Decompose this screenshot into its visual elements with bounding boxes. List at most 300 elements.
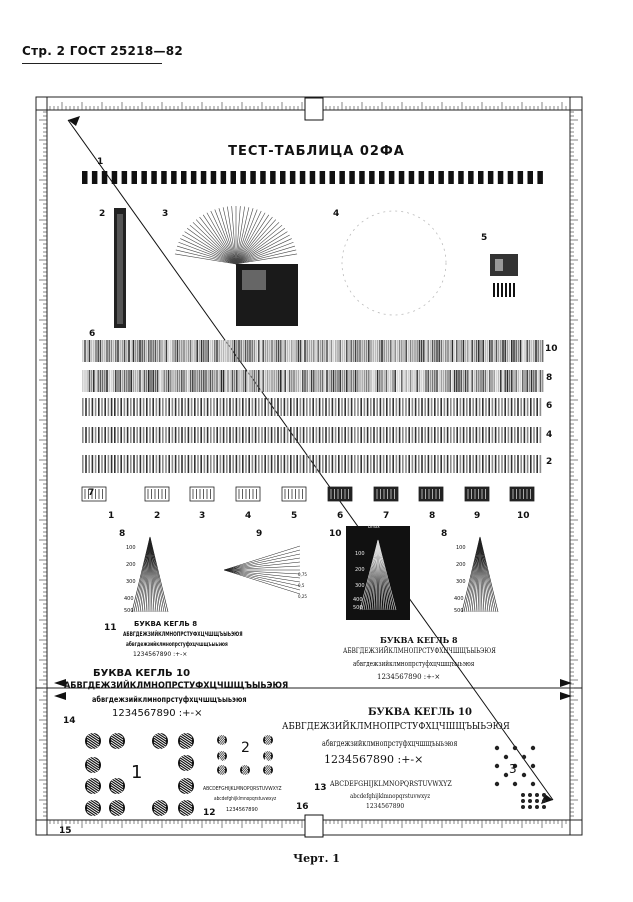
stripe-line bbox=[117, 427, 119, 443]
stripe-line bbox=[229, 370, 231, 392]
stripe-line bbox=[383, 398, 385, 416]
stripe-line bbox=[518, 370, 520, 392]
stripe-line bbox=[175, 427, 177, 443]
bar-pattern-block bbox=[339, 171, 345, 184]
stripe-line bbox=[430, 340, 432, 362]
stripe-line bbox=[495, 398, 497, 416]
bar-pattern-block bbox=[132, 171, 138, 184]
stripe-line bbox=[130, 455, 132, 473]
stripe-line bbox=[339, 370, 341, 392]
stripe-line bbox=[502, 340, 504, 362]
stripe-line bbox=[472, 455, 474, 473]
stripe-line bbox=[440, 455, 442, 473]
stripe-line bbox=[220, 427, 222, 443]
fan-line bbox=[224, 570, 300, 578]
stripe-line bbox=[126, 370, 128, 392]
stripe-line bbox=[472, 398, 474, 416]
stripe-line bbox=[425, 370, 427, 392]
stripe-line bbox=[216, 427, 218, 443]
bar-pattern-block bbox=[448, 171, 454, 184]
stripe-line bbox=[324, 370, 326, 392]
stripe-line bbox=[436, 370, 438, 392]
stripe-line bbox=[143, 427, 145, 443]
stripe-line bbox=[229, 427, 231, 443]
circle-group-1-item bbox=[109, 797, 125, 820]
stripe-line bbox=[82, 427, 84, 443]
stripe-line bbox=[383, 455, 385, 473]
stripe-line bbox=[533, 370, 535, 392]
stripe-line bbox=[306, 455, 308, 473]
stripe-line bbox=[367, 427, 369, 443]
res-label-2: 2 bbox=[154, 511, 161, 521]
stripe-line bbox=[441, 340, 443, 362]
circle-group-1-item bbox=[178, 752, 194, 775]
stripe-line bbox=[165, 398, 167, 416]
stripe-line bbox=[196, 370, 198, 392]
stripe-line bbox=[368, 340, 370, 362]
circle-group-2-item bbox=[240, 759, 250, 782]
stripe-line bbox=[89, 370, 91, 392]
stripe-line bbox=[293, 340, 295, 362]
stripe-line bbox=[277, 427, 279, 443]
stripe-line bbox=[389, 398, 391, 416]
stripe-line bbox=[218, 370, 220, 392]
stripe-line bbox=[399, 427, 401, 443]
stripe-line bbox=[261, 427, 263, 443]
stripe-line bbox=[423, 340, 425, 362]
circle-group-2-item bbox=[217, 745, 227, 768]
stripe-line bbox=[161, 370, 163, 392]
stripe-line bbox=[304, 370, 306, 392]
stripe-line bbox=[489, 340, 491, 362]
fan-line bbox=[224, 570, 300, 586]
stripe-line bbox=[207, 370, 209, 392]
stripe-line bbox=[287, 455, 289, 473]
stripe-line bbox=[364, 398, 366, 416]
stripe-line bbox=[140, 398, 142, 416]
stripe-line bbox=[284, 370, 286, 392]
stripe-line bbox=[354, 455, 356, 473]
fan-label-025: 0,25 bbox=[298, 594, 307, 599]
stripe-line bbox=[536, 398, 538, 416]
stripe-line bbox=[401, 340, 403, 362]
stripe-line bbox=[370, 455, 372, 473]
stripe-line bbox=[191, 398, 193, 416]
stripe-line bbox=[357, 370, 359, 392]
stripe-line bbox=[177, 340, 179, 362]
stripe-line bbox=[445, 370, 447, 392]
stripe-line bbox=[245, 370, 247, 392]
bar-pattern-block bbox=[260, 171, 266, 184]
stripe-line bbox=[239, 398, 241, 416]
stripe-line bbox=[264, 398, 266, 416]
stripe-line bbox=[396, 398, 398, 416]
stripe-line bbox=[465, 340, 467, 362]
bar-pattern-block bbox=[122, 171, 128, 184]
stripe-line bbox=[389, 427, 391, 443]
stripe-line bbox=[437, 455, 439, 473]
stripe-line bbox=[258, 370, 260, 392]
stripe-line bbox=[300, 398, 302, 416]
stripe-line bbox=[300, 370, 302, 392]
stripe-line bbox=[156, 398, 158, 416]
stripe-line bbox=[392, 455, 394, 473]
dot-grid-small bbox=[542, 805, 546, 809]
stripe-line bbox=[437, 427, 439, 443]
stripe-line bbox=[196, 340, 198, 362]
stripe-line bbox=[210, 340, 212, 362]
stripe-line bbox=[175, 398, 177, 416]
stripe-line bbox=[430, 370, 432, 392]
stripe-line bbox=[396, 455, 398, 473]
stripe-line bbox=[337, 340, 339, 362]
stripe-line bbox=[508, 427, 510, 443]
stripe-line bbox=[482, 370, 484, 392]
stripe-line bbox=[513, 340, 515, 362]
bar-pattern-block bbox=[211, 171, 217, 184]
stripe-line bbox=[120, 398, 122, 416]
bar-pattern-block bbox=[498, 171, 504, 184]
stripe-line bbox=[188, 455, 190, 473]
stripe-line bbox=[223, 340, 225, 362]
stripe-line bbox=[511, 340, 513, 362]
stripe-line bbox=[136, 427, 138, 443]
field-number-1: 1 bbox=[97, 157, 104, 167]
stripe-line bbox=[367, 455, 369, 473]
stripe-line bbox=[144, 340, 146, 362]
stripe-line bbox=[256, 370, 258, 392]
stripe-line bbox=[108, 370, 110, 392]
stripe-line bbox=[414, 340, 416, 362]
stripe-line bbox=[221, 340, 223, 362]
stripe-line bbox=[295, 340, 297, 362]
bar-pattern-block bbox=[359, 171, 365, 184]
circle-group-1-item bbox=[85, 730, 101, 753]
patch-line bbox=[497, 283, 499, 297]
stripe-line bbox=[447, 340, 449, 362]
stripe-line bbox=[507, 370, 509, 392]
stripe-line bbox=[412, 398, 414, 416]
stripe-line bbox=[185, 370, 187, 392]
stripe-line bbox=[373, 398, 375, 416]
stripe-line bbox=[319, 398, 321, 416]
stripe-line bbox=[428, 427, 430, 443]
wedge3-label-300: 300 bbox=[456, 579, 466, 585]
stripe-line bbox=[377, 340, 379, 362]
stripe-line bbox=[111, 427, 113, 443]
stripe-line bbox=[361, 370, 363, 392]
stripe-line bbox=[331, 340, 333, 362]
latin-large-lower: abcdefghijklmnopqrstuvwxyz bbox=[350, 793, 431, 800]
stripe-line bbox=[232, 340, 234, 362]
stripe-line bbox=[370, 427, 372, 443]
bar-pattern-block bbox=[379, 171, 385, 184]
stripe-line bbox=[432, 370, 434, 392]
stripe-line bbox=[172, 370, 174, 392]
stripe-line bbox=[100, 370, 102, 392]
stripe-line bbox=[216, 455, 218, 473]
stripe-line bbox=[361, 340, 363, 362]
stripe-line bbox=[381, 340, 383, 362]
stripe-line bbox=[529, 370, 531, 392]
stripe-line bbox=[501, 427, 503, 443]
bar-pattern-block bbox=[478, 171, 484, 184]
dot-grid-small bbox=[535, 805, 539, 809]
stripe-line bbox=[197, 398, 199, 416]
field-number-13: 13 bbox=[314, 783, 327, 793]
stripe-line bbox=[159, 455, 161, 473]
bar-pattern-block bbox=[310, 171, 316, 184]
stripe-line bbox=[291, 340, 293, 362]
stripe-line bbox=[265, 340, 267, 362]
sans-large-upper: АБВГДЕЖЗИЙКЛМНОПРСТУФХЦЧШЩЪЫЬЭЮЯ bbox=[64, 681, 289, 691]
stripe-line bbox=[311, 370, 313, 392]
stripe-line bbox=[427, 340, 429, 362]
field-number-9: 9 bbox=[256, 529, 263, 539]
patch-line bbox=[501, 283, 503, 297]
stripe-line bbox=[201, 340, 203, 362]
stripe-line bbox=[501, 398, 503, 416]
stripe-line bbox=[460, 398, 462, 416]
stripe-line bbox=[108, 427, 110, 443]
stripe-line bbox=[245, 455, 247, 473]
stripe-line bbox=[434, 398, 436, 416]
stripe-line bbox=[127, 427, 129, 443]
stripe-line bbox=[309, 455, 311, 473]
stripe-line bbox=[226, 398, 228, 416]
stripe-line bbox=[480, 340, 482, 362]
stripe-line bbox=[533, 340, 535, 362]
stripe-line bbox=[274, 398, 276, 416]
stripe-line bbox=[410, 340, 412, 362]
stripe-line bbox=[168, 398, 170, 416]
stripe-line bbox=[82, 455, 84, 473]
stripe-line bbox=[124, 340, 126, 362]
dot-grid bbox=[495, 782, 499, 786]
stripe-line bbox=[431, 427, 433, 443]
stripe-line bbox=[348, 340, 350, 362]
stripe-line bbox=[282, 340, 284, 362]
dot-grid-small bbox=[535, 793, 539, 797]
stripe-line bbox=[322, 455, 324, 473]
stripe-line bbox=[194, 427, 196, 443]
stripe-line bbox=[467, 340, 469, 362]
dot-grid bbox=[522, 773, 526, 777]
stripe-line bbox=[386, 455, 388, 473]
stripe-line bbox=[97, 340, 99, 362]
stripe-line bbox=[344, 427, 346, 443]
stripe-line bbox=[188, 427, 190, 443]
stripe-line bbox=[313, 370, 315, 392]
stripe-line bbox=[168, 455, 170, 473]
stripe-line bbox=[179, 340, 181, 362]
stripe-line bbox=[399, 398, 401, 416]
stripe-line bbox=[359, 370, 361, 392]
stripe-line bbox=[463, 455, 465, 473]
stripe-line bbox=[326, 370, 328, 392]
stripe-line bbox=[540, 340, 542, 362]
stripe-line bbox=[456, 340, 458, 362]
stripe-line bbox=[392, 427, 394, 443]
dot-grid-small bbox=[528, 793, 532, 797]
stripe-line bbox=[234, 370, 236, 392]
bar-pattern-block bbox=[250, 171, 256, 184]
stripe-line bbox=[232, 370, 234, 392]
stripe-line bbox=[415, 427, 417, 443]
stripe-line bbox=[268, 398, 270, 416]
bar-pattern-block bbox=[181, 171, 187, 184]
stripe-line bbox=[415, 455, 417, 473]
stripe-line bbox=[185, 340, 187, 362]
bar-pattern-block bbox=[468, 171, 474, 184]
stripe-line bbox=[405, 370, 407, 392]
stripe-line bbox=[317, 340, 319, 362]
stripe-line bbox=[135, 340, 137, 362]
stripe-line bbox=[491, 340, 493, 362]
stripe-line bbox=[447, 398, 449, 416]
stripe-line bbox=[303, 398, 305, 416]
stripe-line bbox=[437, 398, 439, 416]
stripe-line bbox=[487, 340, 489, 362]
stripe-line bbox=[474, 340, 476, 362]
stripe-line bbox=[364, 370, 366, 392]
stripe-line bbox=[124, 370, 126, 392]
stripe-line bbox=[162, 455, 164, 473]
stripe-line bbox=[104, 370, 106, 392]
stripe-line bbox=[364, 427, 366, 443]
stripe-line bbox=[155, 370, 157, 392]
stripe-line bbox=[276, 370, 278, 392]
stripe-line bbox=[181, 340, 183, 362]
stripe-line bbox=[268, 455, 270, 473]
stripe-line bbox=[536, 427, 538, 443]
stripe-line bbox=[418, 455, 420, 473]
stripe-line bbox=[373, 427, 375, 443]
stripe-line bbox=[258, 398, 260, 416]
wedge1-label-100: 100 bbox=[126, 545, 136, 551]
stripe-line bbox=[201, 370, 203, 392]
stripe-line bbox=[194, 340, 196, 362]
circle-group-2-item bbox=[263, 745, 273, 768]
stripe-line bbox=[236, 455, 238, 473]
stripe-line bbox=[463, 340, 465, 362]
field-number-8: 8 bbox=[119, 529, 126, 539]
stripe-line bbox=[102, 340, 104, 362]
res-label-5: 5 bbox=[291, 511, 298, 521]
stripe-line bbox=[218, 340, 220, 362]
stripe-line bbox=[280, 455, 282, 473]
stripe-line bbox=[542, 370, 544, 392]
stripe-line bbox=[326, 340, 328, 362]
stripe-line bbox=[249, 370, 251, 392]
stripe-line bbox=[316, 398, 318, 416]
stripe-line bbox=[449, 370, 451, 392]
stripe-line bbox=[479, 427, 481, 443]
stripe-line bbox=[514, 398, 516, 416]
stripe-line bbox=[226, 455, 228, 473]
stripe-line bbox=[344, 455, 346, 473]
field-number-4: 4 bbox=[333, 209, 340, 219]
stripe-line bbox=[412, 455, 414, 473]
bar-pattern-block bbox=[171, 171, 177, 184]
stripe-line bbox=[335, 370, 337, 392]
stripe-line bbox=[530, 398, 532, 416]
stripe-line bbox=[533, 455, 535, 473]
stripe-line bbox=[445, 340, 447, 362]
stripe-line bbox=[434, 455, 436, 473]
stripe-line bbox=[500, 370, 502, 392]
field-number-16: 16 bbox=[296, 802, 309, 812]
stripe-line bbox=[128, 340, 130, 362]
stripe-line bbox=[188, 340, 190, 362]
stripe-line bbox=[165, 427, 167, 443]
stripe-line bbox=[366, 340, 368, 362]
circle-group-2: 2 bbox=[241, 740, 250, 756]
stripe-line bbox=[375, 370, 377, 392]
stripe-line bbox=[111, 398, 113, 416]
stripe-line bbox=[526, 340, 528, 362]
stripe-line bbox=[172, 398, 174, 416]
stripe-line bbox=[239, 427, 241, 443]
stripe-line bbox=[242, 455, 244, 473]
stripe-line bbox=[152, 340, 154, 362]
stripe-line bbox=[290, 398, 292, 416]
stripe-line bbox=[520, 427, 522, 443]
circle-group-1-item bbox=[178, 797, 194, 820]
stripe-line bbox=[424, 427, 426, 443]
stripe-line bbox=[114, 398, 116, 416]
stripe-line bbox=[456, 455, 458, 473]
stripe-line bbox=[370, 370, 372, 392]
stripe-line bbox=[427, 370, 429, 392]
stripe-line bbox=[370, 398, 372, 416]
stripe-line bbox=[137, 340, 139, 362]
serif-large-digits: 1234567890 :+-× bbox=[324, 753, 424, 766]
stripe-line bbox=[396, 427, 398, 443]
stripe-line bbox=[108, 340, 110, 362]
stripe-line bbox=[293, 455, 295, 473]
stripe-line bbox=[312, 398, 314, 416]
stripe-line bbox=[367, 398, 369, 416]
stripe-line bbox=[117, 370, 119, 392]
stripe-line bbox=[348, 427, 350, 443]
stripe-line bbox=[509, 340, 511, 362]
stripe-line bbox=[247, 340, 249, 362]
stripe-line bbox=[380, 455, 382, 473]
stripe-line bbox=[485, 455, 487, 473]
dot-grid bbox=[531, 746, 535, 750]
stripe-line bbox=[280, 427, 282, 443]
stripe-line bbox=[200, 427, 202, 443]
stripe-line bbox=[399, 370, 401, 392]
stripe-line bbox=[280, 398, 282, 416]
stripe-line bbox=[133, 427, 135, 443]
wedge3-label-100: 100 bbox=[456, 545, 466, 551]
field-number-3: 3 bbox=[162, 209, 169, 219]
field-number-12: 12 bbox=[203, 808, 216, 818]
stripe-line bbox=[178, 427, 180, 443]
stripe-line bbox=[242, 398, 244, 416]
stripe-line bbox=[114, 455, 116, 473]
stripe-line bbox=[133, 370, 135, 392]
stripe-line bbox=[92, 427, 94, 443]
stripe-line bbox=[517, 455, 519, 473]
stripe-line bbox=[274, 427, 276, 443]
bar-pattern-block bbox=[151, 171, 157, 184]
stripe-line bbox=[535, 340, 537, 362]
stripe-line bbox=[261, 455, 263, 473]
stripe-line bbox=[174, 370, 176, 392]
